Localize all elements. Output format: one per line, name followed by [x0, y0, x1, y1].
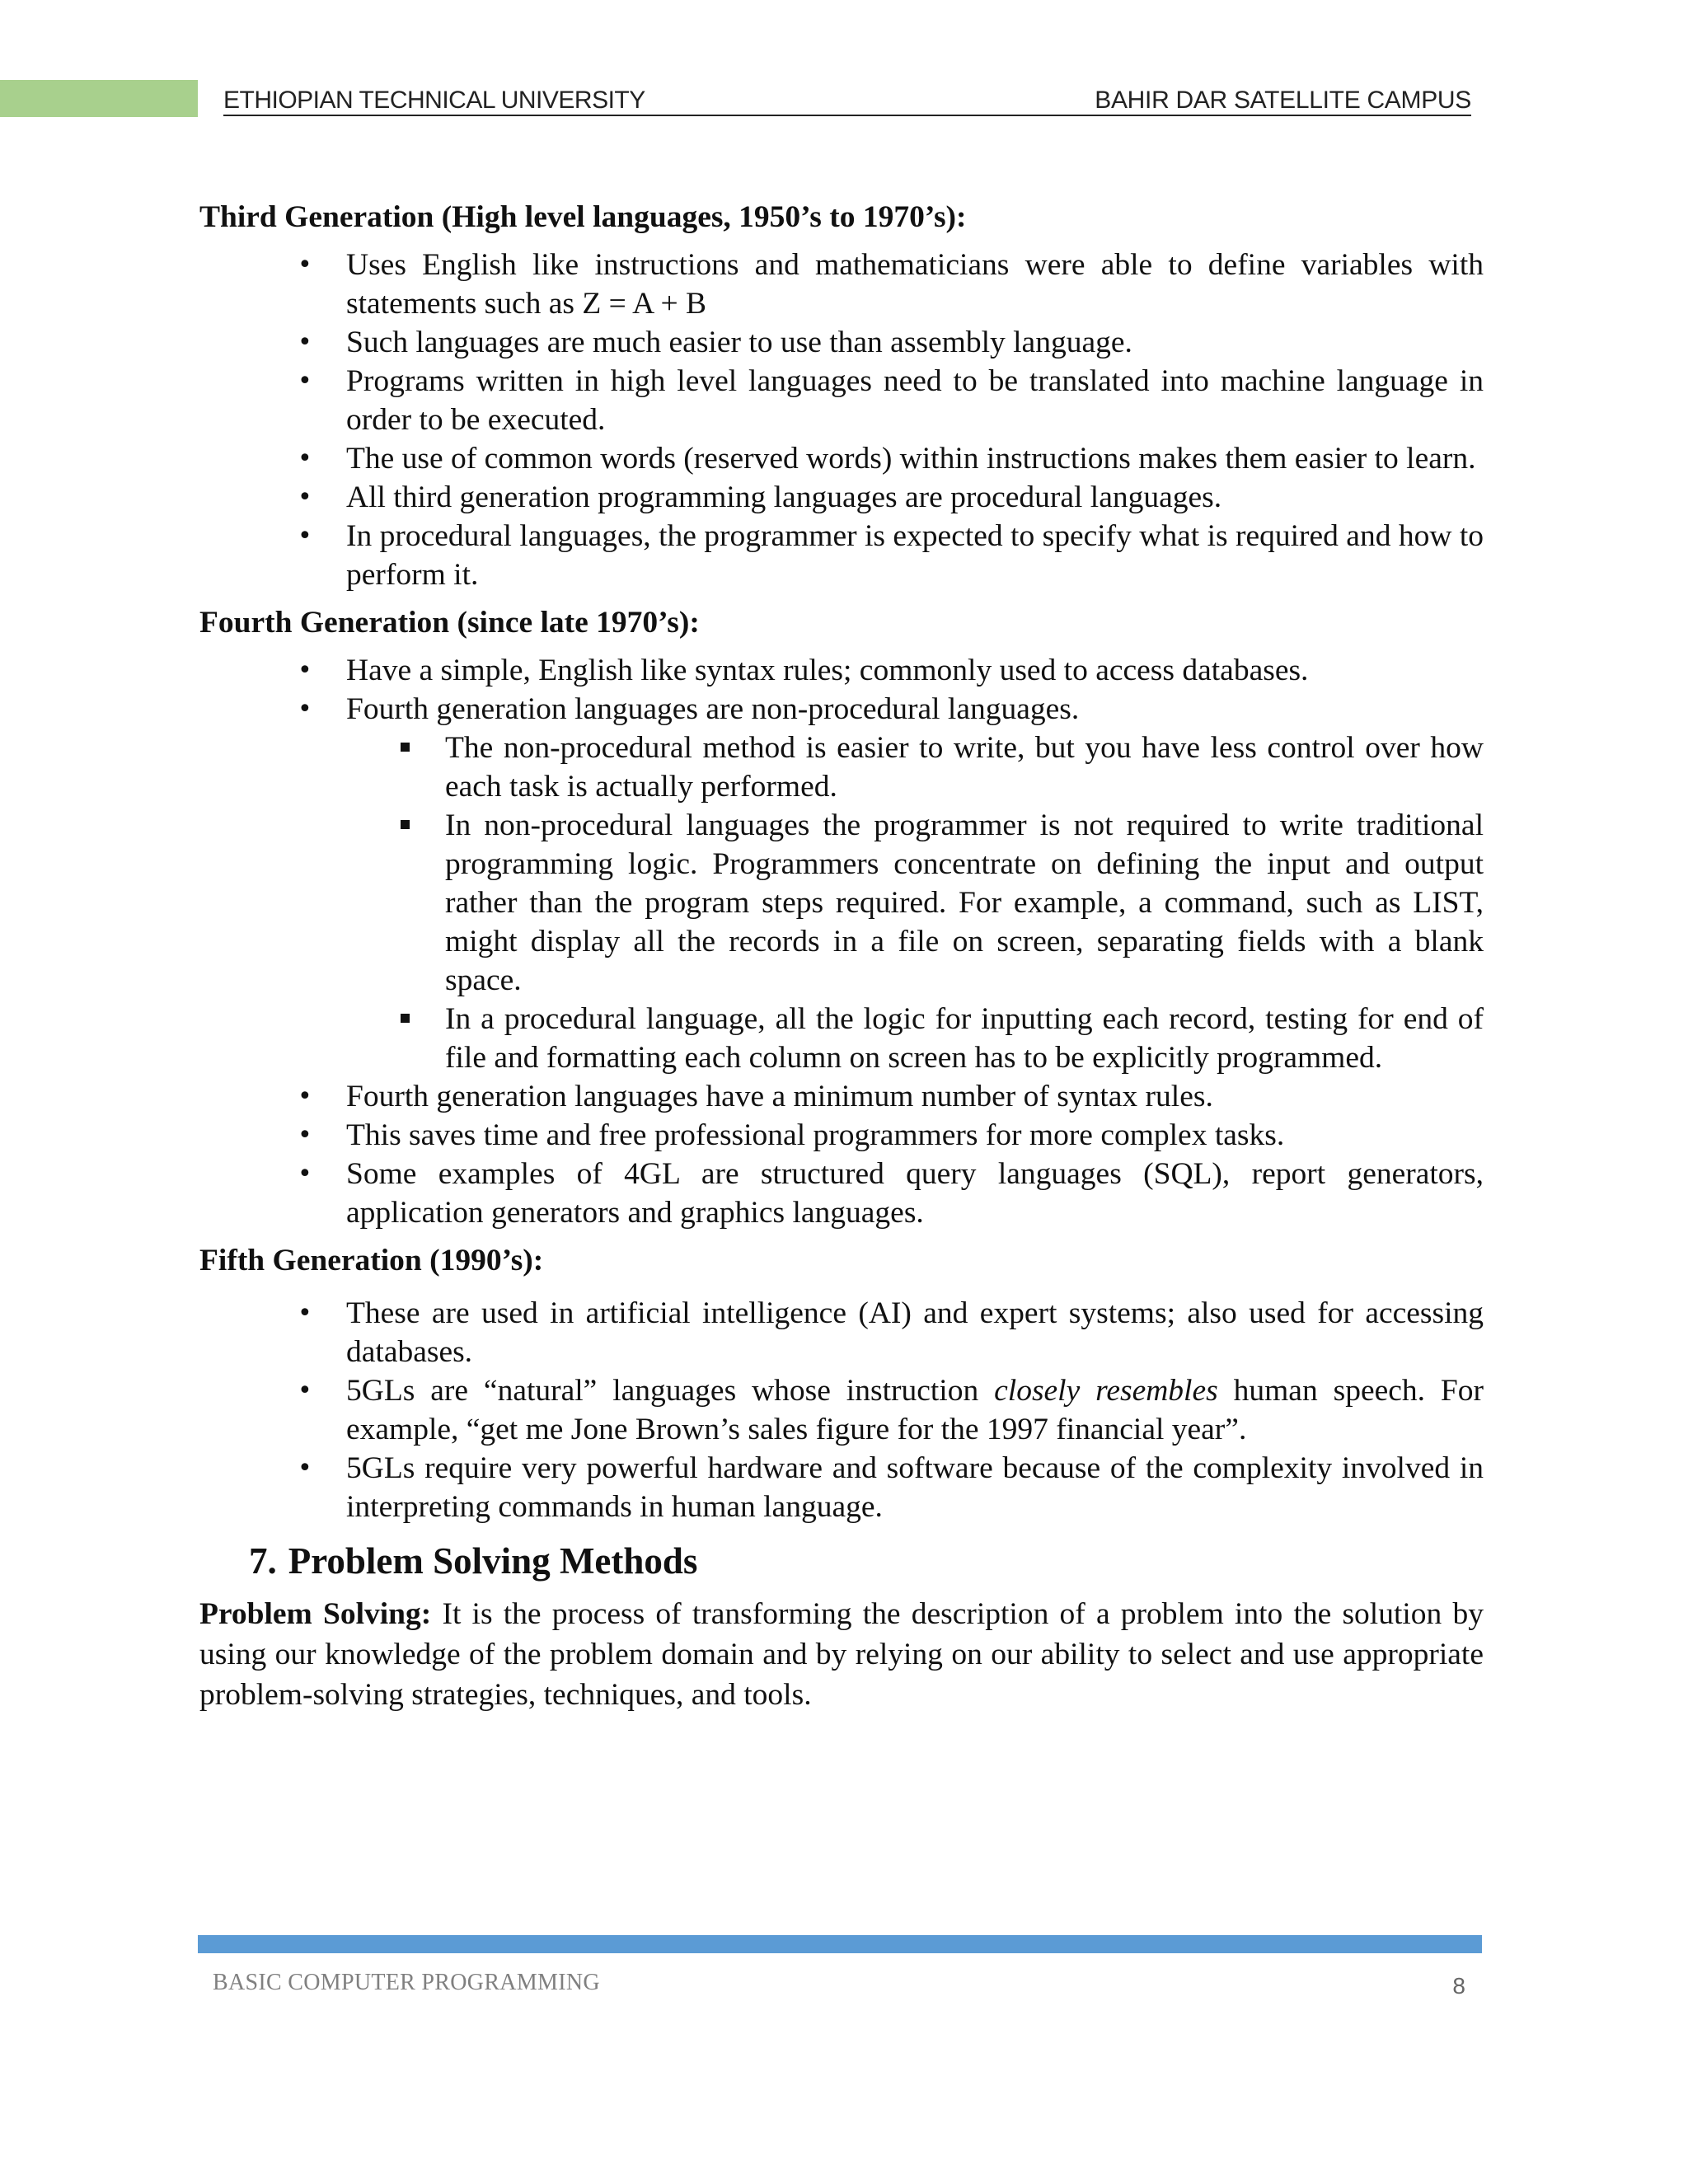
list-item: • Some examples of 4GL are structured query languages (SQL), report generators, application generators and graphics languages. [346, 1155, 1484, 1232]
list-item: • Such languages are much easier to use than assembly language. [346, 323, 1484, 362]
fourth-generation-list [199, 651, 1484, 1232]
list-item: • This saves time and free professional programmers for more complex tasks. [346, 1116, 1484, 1155]
list-item [346, 690, 1484, 1077]
sub-list-item: In non-procedural languages the programmer is not required to write traditional programming logic. Programmers concentrate on defining the input and output rather than the program steps required. For example, a command, such as LIST, might display all the records in a file on screen, separating fields with a blank space. [445, 806, 1484, 1000]
page-header [223, 80, 1471, 116]
list-item: • Uses English like instructions and mathematicians were able to define variables with statements such as Z = A + B [346, 246, 1484, 323]
header-accent-bar [0, 80, 198, 117]
list-item: • These are used in artificial intelligence (AI) and expert systems; also used for accessing databases. [346, 1294, 1484, 1371]
section-title: Problem Solving Methods [288, 1540, 698, 1582]
list-item-text: 5GLs are “natural” languages whose instruction [346, 1374, 995, 1408]
sub-list-item: The non-procedural method is easier to write, but you have less control over how each task is actually performed. [445, 729, 1484, 806]
italic-phrase: closely resembles [994, 1374, 1218, 1408]
list-item: • In procedural languages, the programmer is expected to specify what is required and how to perform it. [346, 517, 1484, 594]
sub-list-item: In a procedural language, all the logic for inputting each record, testing for end of file and formatting each column on screen has to be explicitly programmed. [445, 1000, 1484, 1077]
problem-solving-paragraph [199, 1594, 1484, 1715]
list-item-text: human speech. For example, “get me Jone Brown’s sales figure for the 1997 financial year”. [346, 1374, 1484, 1446]
footer-rule [198, 1935, 1482, 1953]
list-item: • 5GLs require very powerful hardware and software because of the complexity involved in interpreting commands in human language. [346, 1449, 1484, 1526]
third-generation-list [199, 246, 1484, 594]
list-item-text: Fourth generation languages are non-procedural languages. [346, 692, 1080, 726]
section-number: 7. [249, 1540, 277, 1582]
page-number: 8 [1452, 1973, 1465, 1999]
definition-text: It is the process of transforming the description of a problem into the solution by using our knowledge of the problem domain and by relying on our ability to select and use appropriate problem-solving strategies, techniques, and tools. [199, 1597, 1484, 1712]
header-university: ETHIOPIAN TECHNICAL UNIVERSITY [223, 87, 645, 114]
list-item: • Programs written in high level languages need to be translated into machine language in order to be executed. [346, 362, 1484, 439]
fifth-generation-heading: Fifth Generation (1990’s): [199, 1244, 544, 1277]
fifth-generation-list [199, 1294, 1484, 1526]
list-item [346, 1371, 1484, 1449]
fourth-generation-heading: Fourth Generation (since late 1970’s): [199, 606, 700, 640]
page-content [199, 198, 1484, 1715]
third-generation-heading: Third Generation (High level languages, 1950’s to 1970’s): [199, 200, 967, 234]
section-heading [249, 1538, 1484, 1584]
footer-course-title: BASIC COMPUTER PROGRAMMING [213, 1970, 600, 1995]
list-item: • All third generation programming languages are procedural languages. [346, 478, 1484, 517]
header-campus: BAHIR DAR SATELLITE CAMPUS [1095, 87, 1471, 114]
fourth-generation-sublist [346, 729, 1484, 1077]
definition-term: Problem Solving: [199, 1597, 432, 1631]
list-item: • Fourth generation languages have a minimum number of syntax rules. [346, 1077, 1484, 1116]
list-item: • The use of common words (reserved words) within instructions makes them easier to learn. [346, 439, 1484, 478]
list-item: • Have a simple, English like syntax rules; commonly used to access databases. [346, 651, 1484, 690]
